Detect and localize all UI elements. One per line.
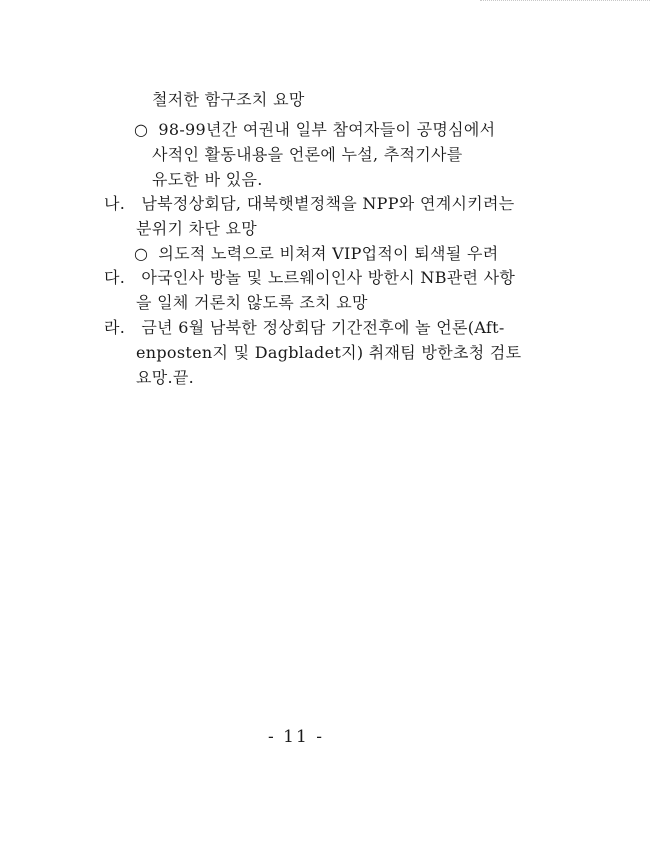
text-line-1 [152,90,305,110]
line-text: 유도한 바 있음. [152,170,263,189]
text-line-12 [136,368,194,388]
line-text: 사적인 활동내용을 언론에 누설, 추적기사를 [152,145,463,164]
text-line-10 [104,318,505,338]
line-text: enposten지 및 Dagbladet지) 취재팀 방한초청 검토 [136,343,522,362]
text-line-11 [136,343,521,363]
scan-edge [480,0,650,2]
text-line-9 [136,293,368,313]
line-text: 아국인사 방놀 및 노르웨이인사 방한시 NB관련 사항 [141,268,516,287]
bullet-circle-marker: ○ [134,244,149,263]
text-line-3 [152,145,463,165]
bullet-circle-marker: ○ [134,120,149,139]
section-marker-ra: 라. [104,318,126,337]
text-line-6 [136,219,257,239]
text-line-2 [134,120,495,140]
line-text: 98-99년간 여권내 일부 참여자들이 공명심에서 [158,120,496,139]
text-line-8 [104,268,515,288]
line-text: 의도적 노력으로 비쳐져 VIP업적이 퇴색될 우려 [158,244,499,263]
line-text: 요망.끝. [136,368,195,387]
line-text: 남북정상회담, 대북햇볕정책을 NPP와 연계시키려는 [141,194,515,213]
line-text: 철저한 함구조치 요망 [152,90,305,109]
text-line-4 [152,170,263,190]
section-marker-da: 다. [104,268,126,287]
line-text: 분위기 차단 요망 [136,219,258,238]
line-text: 금년 6월 남북한 정상회담 기간전후에 놀 언론(Aft- [141,318,505,337]
text-line-7 [134,244,498,264]
page-number: - 11 - [268,727,324,747]
line-text: 을 일체 거론치 않도록 조치 요망 [136,293,368,312]
section-marker-na: 나. [104,194,126,213]
text-line-5 [104,194,515,214]
